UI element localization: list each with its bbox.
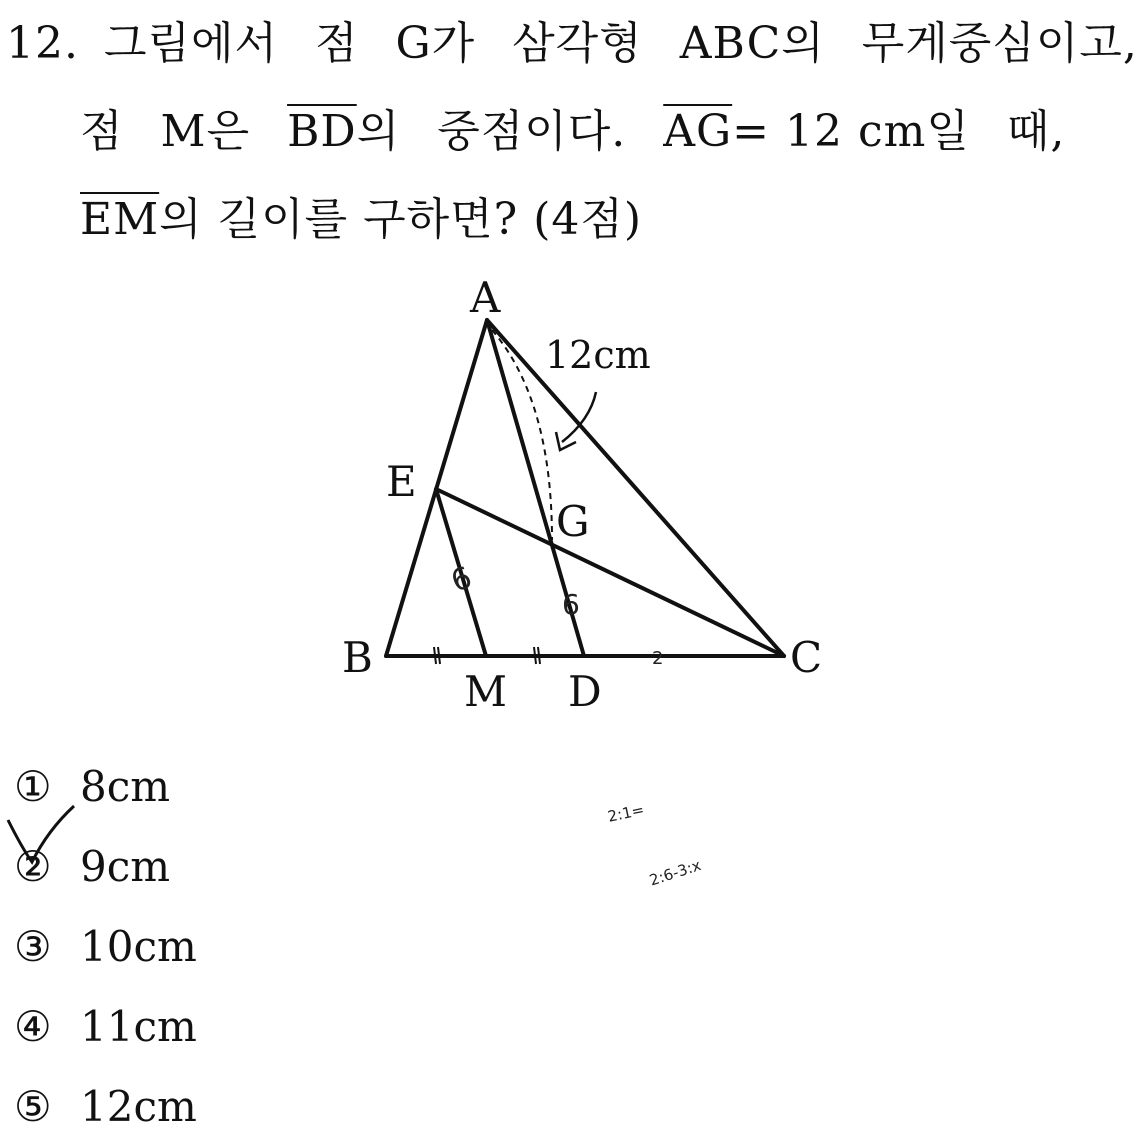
label-12cm: 12cm [545, 333, 651, 377]
handwritten-six-gd: 6 [562, 588, 580, 621]
question-line-2: 점 M은 $\overline{BD}$의 중점이다. $\overline{AG}= 12$ cm일 때, [80, 106, 1066, 157]
handwritten-six-em: 6 [446, 560, 477, 600]
median-ce [436, 489, 784, 656]
label-d: D [568, 667, 602, 716]
arrow-head [556, 432, 576, 450]
choice-3[interactable]: ③ 10cm [14, 922, 197, 971]
label-a: A [470, 273, 501, 322]
label-c: C [790, 633, 823, 682]
choice-5[interactable]: ⑤ 12cm [14, 1082, 197, 1131]
label-b: B [342, 633, 373, 682]
segment-em: $\overline{EM}$ [80, 194, 160, 245]
handwritten-two: 2 [652, 648, 664, 669]
label-g: G [556, 497, 590, 546]
handwritten-note-proportion: 2:6-3:x [647, 856, 704, 890]
label-m: M [464, 667, 508, 716]
segment-bd: $\overline{BD}$ [287, 106, 357, 157]
segment-ag: $\overline{AG}$ [663, 106, 733, 157]
choice-2[interactable]: ② 9cm [14, 842, 171, 891]
question-line-3: $\overline{EM}$의 길이를 구하면? (4점) [80, 194, 643, 245]
choice-4[interactable]: ④ 11cm [14, 1002, 197, 1051]
question-number: 12. [6, 18, 79, 69]
handwritten-note-ratio: 2:1= [606, 800, 646, 826]
choice-1[interactable]: ① 8cm [14, 762, 171, 811]
label-e: E [386, 457, 417, 506]
length-arrow [562, 392, 596, 442]
question-line-1: 12. 그림에서 점 G가 삼각형 ABC의 무게중심이고, [6, 18, 1138, 69]
